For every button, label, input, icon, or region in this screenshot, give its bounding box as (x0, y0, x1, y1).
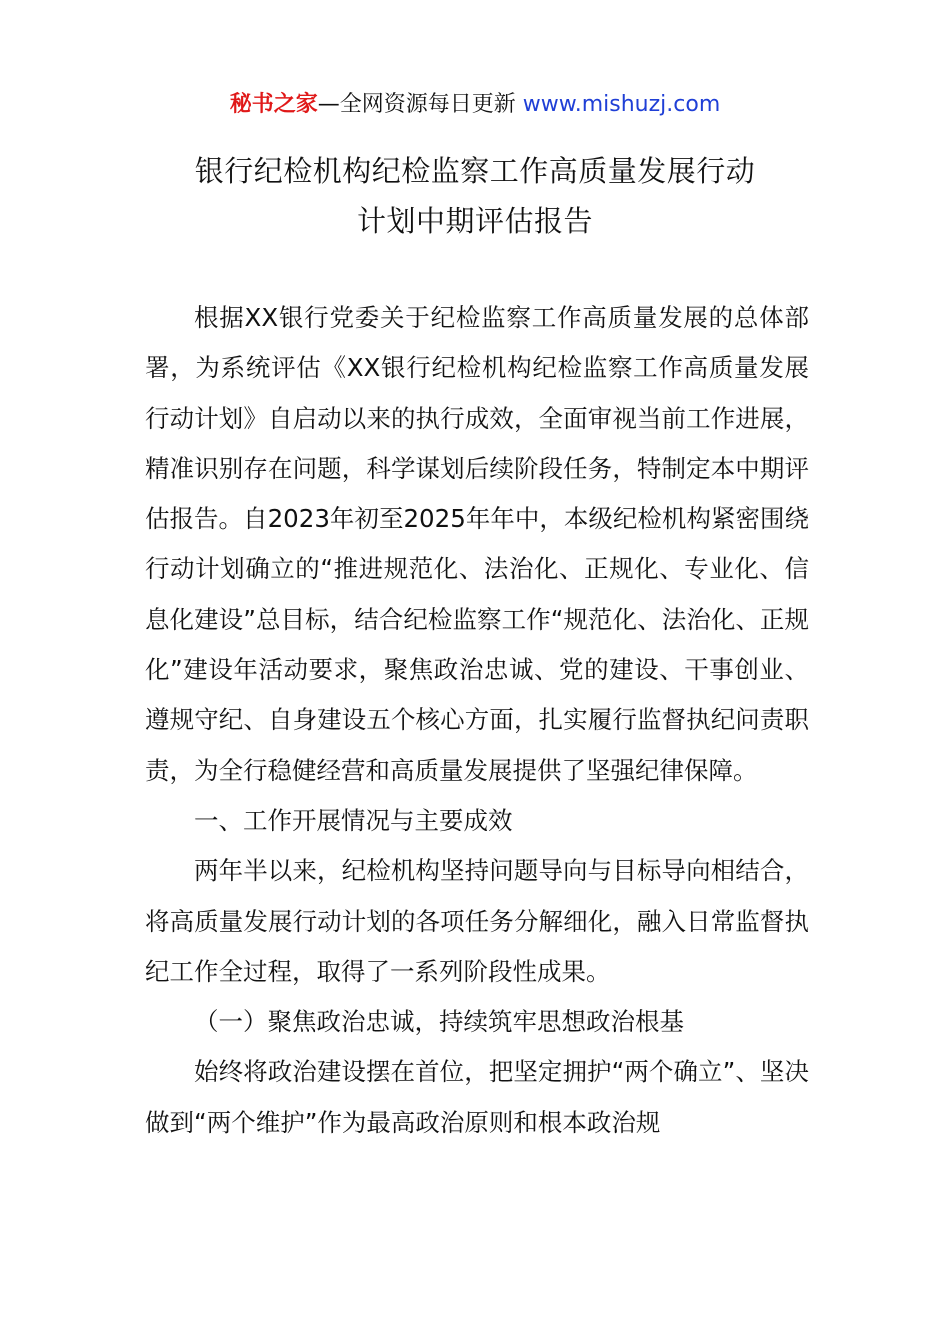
document-body (145, 293, 809, 1148)
subsection-1-paragraph: 始终将政治建设摆在首位，把坚定拥护“两个确立”、坚决做到“两个维护”作为最高政治原则和根本政治规 (145, 1057, 809, 1137)
section-1-paragraph: 两年半以来，纪检机构坚持问题导向与目标导向相结合，将高质量发展行动计划的各项任务分解细化，融入日常监督执纪工作全过程，取得了一系列阶段性成果。 (145, 856, 809, 986)
site-header (0, 88, 950, 122)
title-line-1: 银行纪检机构纪检监察工作高质量发展行动 (194, 154, 756, 188)
document-title (0, 146, 950, 246)
title-line-2: 计划中期评估报告 (356, 204, 593, 238)
site-url-link[interactable]: www.mishuzj.com (522, 92, 721, 117)
site-slogan: —全网资源每日更新 (317, 92, 516, 117)
site-brand: 秘书之家 (229, 92, 318, 117)
subsection-heading-1: （一）聚焦政治忠诚，持续筑牢思想政治根基 (194, 1007, 684, 1037)
intro-paragraph: 根据XX银行党委关于纪检监察工作高质量发展的总体部署，为系统评估《XX银行纪检机构纪检监察工作高质量发展行动计划》自启动以来的执行成效，全面审视当前工作进展，精准识别存在问题，科学谋划后续阶段任务，特制定本中期评估报告。自2023年初至2025年年中，本级纪检机构紧密围绕行动计划确立的“推进规范化、法治化、正规化、专业化、信息化建设”总目标，结合纪检监察工作“规范化、法治化、正规化”建设年活动要求，聚焦政治忠诚、党的建设、干事创业、遵规守纪、自身建设五个核心方面，扎实履行监督执纪问责职责，为全行稳健经营和高质量发展提供了坚强纪律保障。 (145, 303, 809, 785)
section-heading-1: 一、工作开展情况与主要成效 (194, 805, 513, 835)
